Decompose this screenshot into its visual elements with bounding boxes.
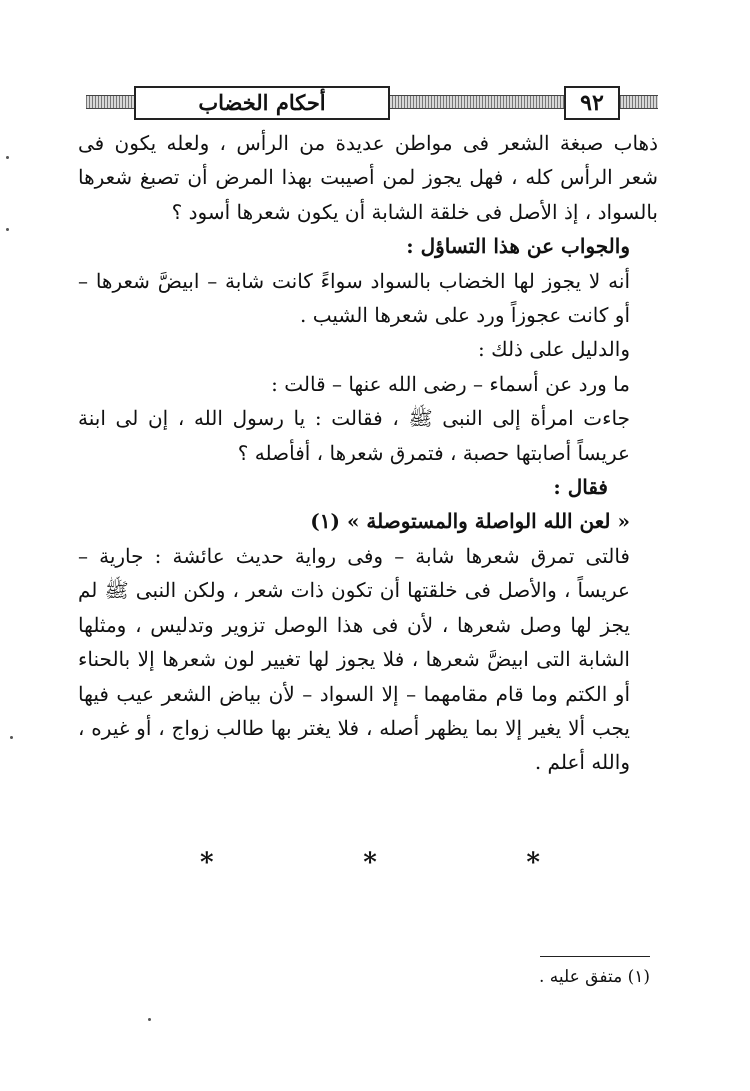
running-title: أحكام الخضاب <box>134 86 390 120</box>
scan-speck <box>6 228 9 231</box>
hadith-text: جاءت امرأة إلى النبى ﷺ ، فقالت : يا رسول الله ، إن لى ابنة عريساً أصابتها حصبة ، فتمرق شعرها ، أفأصله ؟ <box>78 406 630 465</box>
separator-star: * <box>363 848 377 878</box>
scan-speck <box>6 156 9 159</box>
separator-star: * <box>526 848 540 878</box>
he-said: فقال : <box>553 475 608 500</box>
narration-intro: ما ورد عن أسماء – رضى الله عنها – قالت : <box>271 371 630 396</box>
paragraph-ruling: أنه لا يجوز لها الخضاب بالسواد سواءً كانت شابة – ابيضَّ شعرها – أو كانت عجوزاً ورد على شعرها الشيب . <box>78 268 630 328</box>
answer-heading: والجواب عن هذا التساؤل : <box>406 234 630 259</box>
footnote-rule <box>540 956 650 957</box>
separator-star: * <box>200 848 214 878</box>
page-body <box>78 126 658 780</box>
running-header <box>86 84 658 120</box>
section-separator <box>200 848 540 878</box>
paragraph-question: ذهاب صبغة الشعر فى مواطن عديدة من الرأس ، ولعله يكون فى شعر الرأس كله ، فهل يجوز لمن أصيبت بهذا المرض أن تصبغ شعرها بالسواد ، إذ الأصل فى خلقة الشابة أن يكون شعرها أسود ؟ <box>78 131 658 224</box>
footnote: (١) متفق عليه . <box>538 967 650 987</box>
page-number: ٩٢ <box>564 86 620 120</box>
evidence-intro: والدليل على ذلك : <box>478 337 630 362</box>
hadith-quote: « لعن الله الواصلة والمستوصلة » (١) <box>310 509 630 534</box>
paragraph-explanation: فالتى تمرق شعرها شابة – وفى رواية حديث عائشة : جارية – عريساً ، والأصل فى خلقتها أن تكون ذات شعر ، ولكن النبى ﷺ لم يجز لها وصل شعرها ، لأن فى هذا الوصل تزوير وتدليس ، ومثلها الشابة التى ابيضَّ شعرها ، فلا يجوز لها تغيير لون شعرها إلا بالحناء أو الكتم وما قام مقامهما – إلا السواد – لأن بياض الشعر عيب فيها يجب ألا يغير إلا بما يظهر أصله ، فلا يغتر بها طالب زواج ، أو غيره ، والله أعلم . <box>78 543 630 775</box>
scan-speck <box>10 736 13 739</box>
scan-speck <box>148 1018 151 1021</box>
